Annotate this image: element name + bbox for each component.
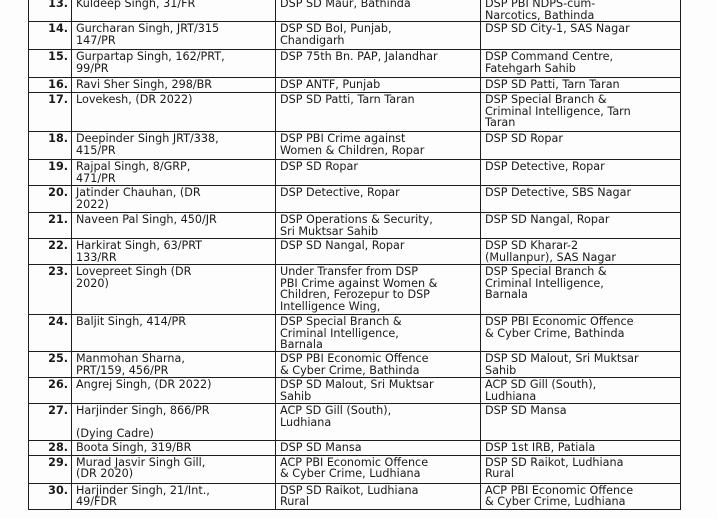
posted-from-cell: DSP Special Branch & Criminal Intelligence, Barnala: [276, 315, 481, 352]
serial-number-cell: 21.: [29, 213, 72, 239]
posted-to-cell: DSP SD Ropar: [481, 132, 681, 160]
serial-number-cell: 19.: [29, 160, 72, 186]
serial-number-cell: 27.: [29, 404, 72, 441]
officer-name-cell: Boota Singh, 319/BR: [72, 440, 276, 455]
table-row: [29, 50, 681, 78]
table-row: [29, 93, 681, 132]
posted-to-cell: ACP SD Gill (South), Ludhiana: [481, 378, 681, 404]
posted-from-cell: DSP SD Maur, Bathinda: [276, 0, 481, 22]
officer-name-cell: Lovepreet Singh (DR 2020): [72, 265, 276, 315]
officer-name-cell: Gurpartap Singh, 162/PRT, 99/PR: [72, 50, 276, 78]
serial-number-cell: 15.: [29, 50, 72, 78]
officer-name-cell: Ravi Sher Singh, 298/BR: [72, 78, 276, 93]
table-row: [29, 352, 681, 378]
posted-to-cell: DSP Detective, Ropar: [481, 160, 681, 186]
table-row: [29, 455, 681, 483]
posted-from-cell: DSP 75th Bn. PAP, Jalandhar: [276, 50, 481, 78]
officer-name-cell: Angrej Singh, (DR 2022): [72, 378, 276, 404]
table-row: [29, 378, 681, 404]
serial-number-cell: 23.: [29, 265, 72, 315]
officer-name-cell: Kuldeep Singh, 31/FR: [72, 0, 276, 22]
transfer-table-body: [29, 0, 681, 509]
table-row: [29, 132, 681, 160]
posted-from-cell: DSP ANTF, Punjab: [276, 78, 481, 93]
serial-number-cell: 29.: [29, 455, 72, 483]
transfer-table: [28, 0, 681, 510]
serial-number-cell: 20.: [29, 186, 72, 213]
posted-from-cell: DSP SD Nangal, Ropar: [276, 239, 481, 265]
table-row: [29, 213, 681, 239]
serial-number-cell: 22.: [29, 239, 72, 265]
officer-name-cell: Deepinder Singh JRT/338, 415/PR: [72, 132, 276, 160]
serial-number-cell: 24.: [29, 315, 72, 352]
serial-number-cell: 17.: [29, 93, 72, 132]
posted-to-cell: DSP Detective, SBS Nagar: [481, 186, 681, 213]
officer-name-cell: Gurcharan Singh, JRT/315 147/PR: [72, 22, 276, 50]
officer-name-cell: Harjinder Singh, 21/Int., 49/FDR: [72, 483, 276, 509]
officer-name-cell: Murad Jasvir Singh Gill, (DR 2020): [72, 455, 276, 483]
serial-number-cell: 14.: [29, 22, 72, 50]
serial-number-cell: 30.: [29, 483, 72, 509]
posted-from-cell: DSP PBI Economic Offence & Cyber Crime, Bathinda: [276, 352, 481, 378]
posted-to-cell: DSP SD Kharar-2 (Mullanpur), SAS Nagar: [481, 239, 681, 265]
posted-to-cell: DSP PBI NDPS-cum- Narcotics, Bathinda: [481, 0, 681, 22]
serial-number-cell: 16.: [29, 78, 72, 93]
posted-from-cell: ACP PBI Economic Offence & Cyber Crime, Ludhiana: [276, 455, 481, 483]
table-row: [29, 483, 681, 509]
serial-number-cell: 18.: [29, 132, 72, 160]
table-row: [29, 315, 681, 352]
posted-to-cell: DSP Command Centre, Fatehgarh Sahib: [481, 50, 681, 78]
posted-to-cell: DSP SD Mansa: [481, 404, 681, 441]
posted-to-cell: DSP SD Patti, Tarn Taran: [481, 78, 681, 93]
posted-to-cell: DSP Special Branch & Criminal Intelligence, Barnala: [481, 265, 681, 315]
posted-from-cell: DSP SD Raikot, Ludhiana Rural: [276, 483, 481, 509]
officer-name-cell: Harjinder Singh, 866/PR (Dying Cadre): [72, 404, 276, 441]
posted-to-cell: DSP SD Raikot, Ludhiana Rural: [481, 455, 681, 483]
posted-from-cell: ACP SD Gill (South), Ludhiana: [276, 404, 481, 441]
posted-from-cell: DSP SD Patti, Tarn Taran: [276, 93, 481, 132]
officer-name-cell: Jatinder Chauhan, (DR 2022): [72, 186, 276, 213]
posted-from-cell: Under Transfer from DSP PBI Crime against Women & Children, Ferozepur to DSP Intelligence Wing,: [276, 265, 481, 315]
posted-from-cell: DSP SD Mansa: [276, 440, 481, 455]
posted-from-cell: DSP PBI Crime against Women & Children, Ropar: [276, 132, 481, 160]
officer-name-cell: Naveen Pal Singh, 450/JR: [72, 213, 276, 239]
posted-to-cell: DSP 1st IRB, Patiala: [481, 440, 681, 455]
posted-to-cell: DSP Special Branch & Criminal Intelligence, Tarn Taran: [481, 93, 681, 132]
serial-number-cell: 13.: [29, 0, 72, 22]
table-row: [29, 404, 681, 441]
table-row: [29, 186, 681, 213]
posted-to-cell: DSP SD Nangal, Ropar: [481, 213, 681, 239]
serial-number-cell: 28.: [29, 440, 72, 455]
posted-to-cell: DSP SD City-1, SAS Nagar: [481, 22, 681, 50]
table-row: [29, 160, 681, 186]
serial-number-cell: 25.: [29, 352, 72, 378]
table-row: [29, 440, 681, 455]
serial-number-cell: 26.: [29, 378, 72, 404]
posted-to-cell: DSP PBI Economic Offence & Cyber Crime, Bathinda: [481, 315, 681, 352]
table-row: [29, 22, 681, 50]
posted-from-cell: DSP SD Malout, Sri Muktsar Sahib: [276, 378, 481, 404]
posted-to-cell: ACP PBI Economic Offence & Cyber Crime, Ludhiana: [481, 483, 681, 509]
table-row: [29, 239, 681, 265]
officer-name-cell: Baljit Singh, 414/PR: [72, 315, 276, 352]
officer-name-cell: Manmohan Sharna, PRT/159, 456/PR: [72, 352, 276, 378]
posted-to-cell: DSP SD Malout, Sri Muktsar Sahib: [481, 352, 681, 378]
officer-name-cell: Harkirat Singh, 63/PRT 133/RR: [72, 239, 276, 265]
officer-name-cell: Rajpal Singh, 8/GRP, 471/PR: [72, 160, 276, 186]
posted-from-cell: DSP Detective, Ropar: [276, 186, 481, 213]
officer-name-cell: Lovekesh, (DR 2022): [72, 93, 276, 132]
table-row: [29, 265, 681, 315]
table-row: [29, 78, 681, 93]
posted-from-cell: DSP Operations & Security, Sri Muktsar Sahib: [276, 213, 481, 239]
table-row: [29, 0, 681, 22]
posted-from-cell: DSP SD BoI, Punjab, Chandigarh: [276, 22, 481, 50]
posted-from-cell: DSP SD Ropar: [276, 160, 481, 186]
